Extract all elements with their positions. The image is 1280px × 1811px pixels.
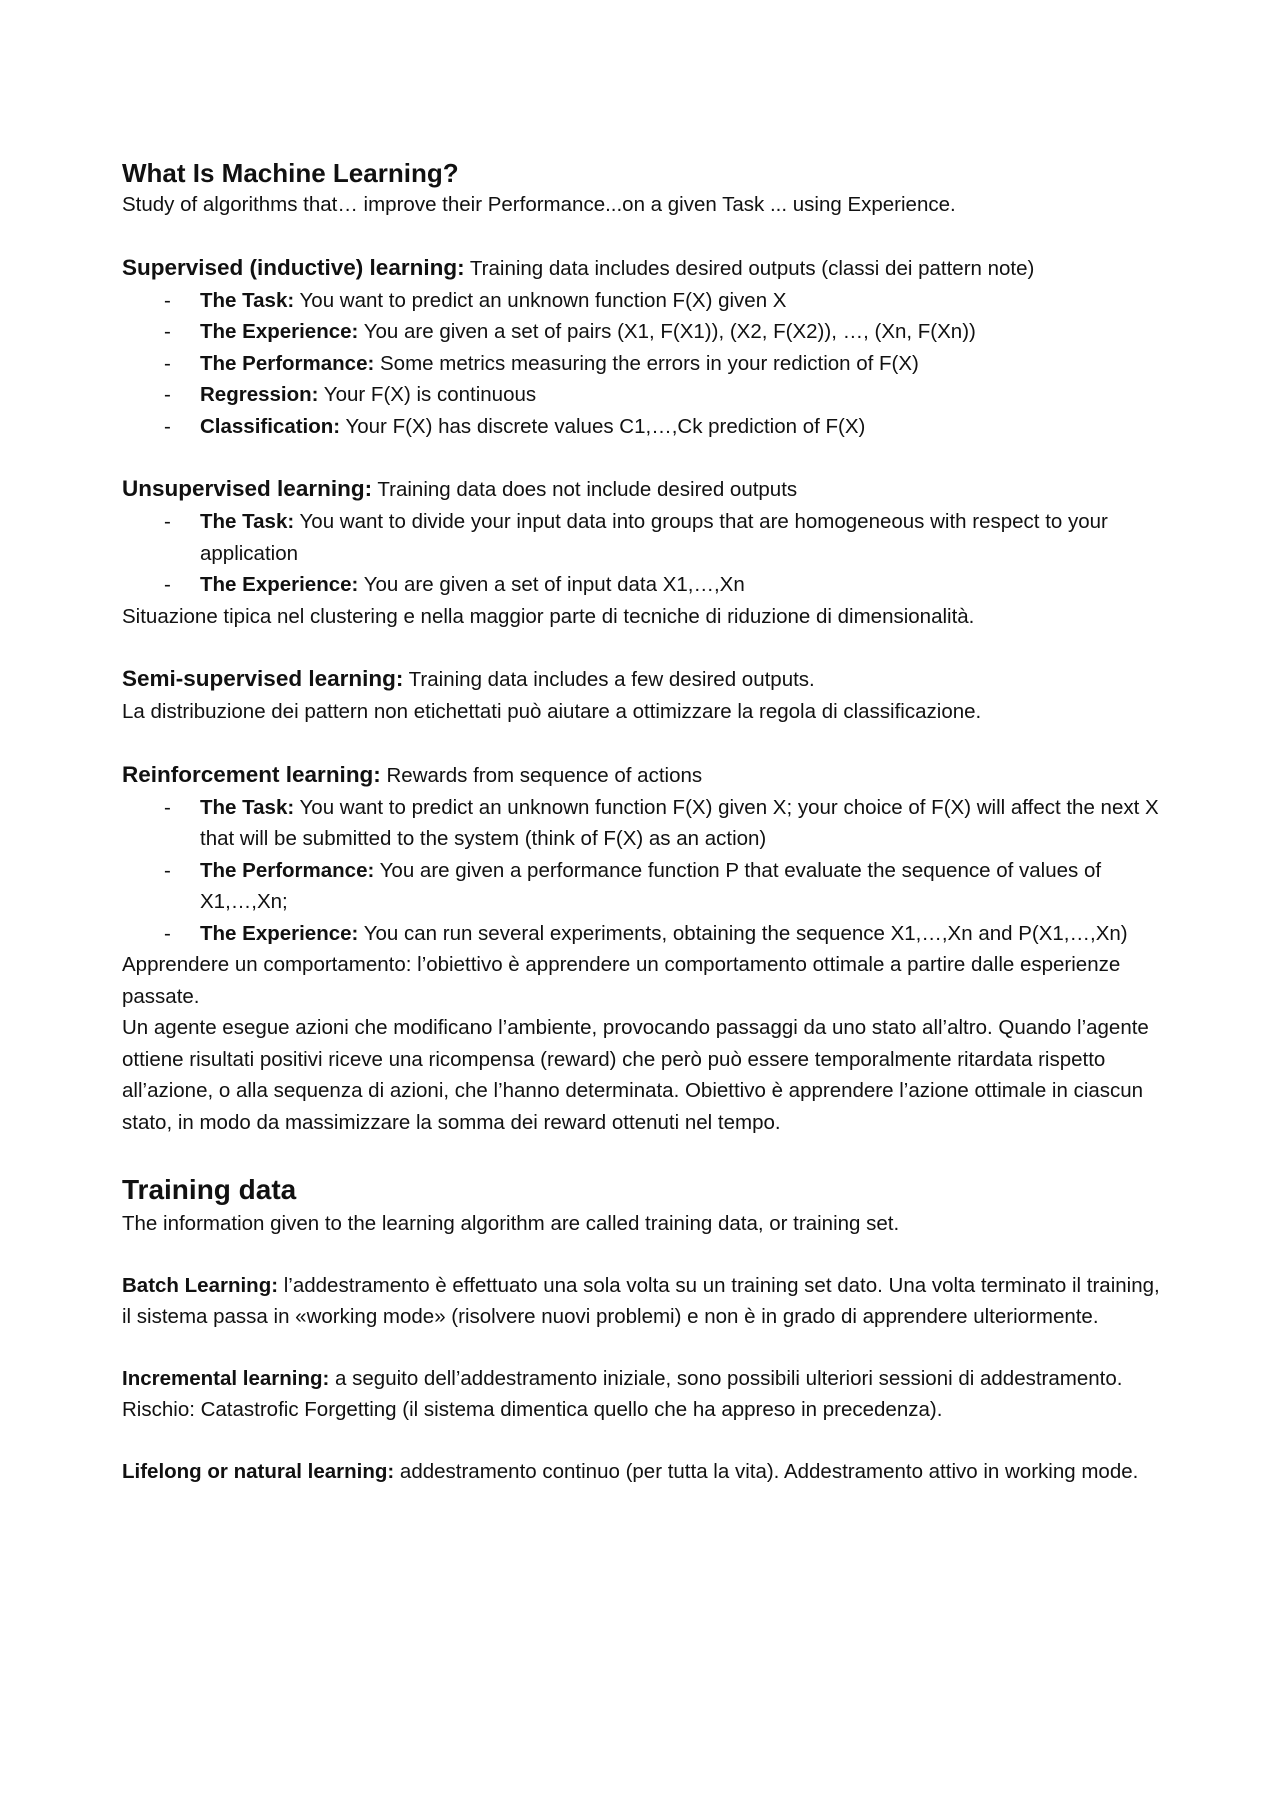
page-title: What Is Machine Learning? <box>122 158 459 188</box>
list-item: - The Task: You want to divide your input data into groups that are homogeneous with respect to your application <box>164 510 1108 565</box>
semisupervised-section <box>122 662 1172 696</box>
supervised-section <box>122 251 1172 285</box>
list-item: - The Task: You want to predict an unknown function F(X) given X; your choice of F(X) will affect the next X that will be submitted to the system (think of F(X) as an action) <box>164 795 1159 851</box>
batch-learning-paragraph: Batch Learning: l’addestramento è effettuato una sola volta su un training set dato. Una volta terminato il training, il sistema passa in «working mode» (risolvere nuovi problemi) e non è in grado di apprendere ulteriormente. <box>122 1273 1160 1329</box>
unsupervised-section <box>122 472 1172 506</box>
list-item: - The Experience: You can run several experiments, obtaining the sequence X1,…,Xn and P(X1,…,Xn) <box>164 921 1128 945</box>
list-item: - Regression: Your F(X) is continuous <box>164 383 537 407</box>
reinforcement-desc: Rewards from sequence of actions <box>380 763 703 787</box>
reinforcement-note-1: Apprendere un comportamento: l’obiettivo è apprendere un comportamento ottimale a partire dalle esperienze passate. <box>122 953 1121 1008</box>
supervised-desc: Training data includes desired outputs (classi dei pattern note) <box>464 256 1035 280</box>
unsupervised-heading: Unsupervised learning: <box>122 476 373 502</box>
list-item: - The Performance: Some metrics measuring the errors in your rediction of F(X) <box>164 351 919 375</box>
document-page <box>122 158 1172 1487</box>
list-item: - The Task: You want to predict an unknown function F(X) given X <box>164 288 787 312</box>
supervised-heading: Supervised (inductive) learning: <box>122 254 465 280</box>
reinforcement-list <box>122 792 1172 950</box>
intro-text: Study of algorithms that… improve their Performance...on a given Task ... using Experience. <box>122 193 956 217</box>
unsupervised-desc: Training data does not include desired outputs <box>372 478 798 502</box>
training-heading: Training data <box>122 1174 297 1206</box>
reinforcement-heading: Reinforcement learning: <box>122 761 381 787</box>
incremental-learning-paragraph: Incremental learning: a seguito dell’addestramento iniziale, sono possibili ulteriori sessioni di addestramento. Rischio: Catastrofic Forgetting (il sistema dimentica quello che ha appreso in precedenza). <box>122 1366 1123 1422</box>
list-item: - The Performance: You are given a performance function P that evaluate the sequence of values of X1,…,Xn; <box>164 858 1102 914</box>
unsupervised-list <box>122 506 1172 601</box>
supervised-list <box>122 285 1172 443</box>
reinforcement-note-2: Un agente esegue azioni che modificano l’ambiente, provocando passaggi da uno stato all’altro. Quando l’agente ottiene risultati positivi riceve una ricompensa (reward) che però può essere temporalmente ritardata rispetto all’azione, o alla sequenza di azioni, che l’hanno determinata. Obiettivo è apprendere l’azione ottimale in ciascun stato, in modo da massimizzare la somma dei reward ottenuti nel tempo. <box>122 1016 1149 1134</box>
semisupervised-desc: Training data includes a few desired outputs. <box>403 668 815 692</box>
semisupervised-heading: Semi-supervised learning: <box>122 666 404 692</box>
unsupervised-note: Situazione tipica nel clustering e nella maggior parte di tecniche di riduzione di dimensionalità. <box>122 604 975 628</box>
training-intro: The information given to the learning algorithm are called training data, or training set. <box>122 1212 900 1236</box>
semisupervised-note: La distribuzione dei pattern non etichettati può aiutare a ottimizzare la regola di classificazione. <box>122 700 982 724</box>
list-item: - The Experience: You are given a set of pairs (X1, F(X1)), (X2, F(X2)), …, (Xn, F(Xn)) <box>164 320 976 344</box>
list-item: - Classification: Your F(X) has discrete values C1,…,Ck prediction of F(X) <box>164 414 866 438</box>
list-item: - The Experience: You are given a set of input data X1,…,Xn <box>164 573 745 597</box>
reinforcement-section <box>122 758 1172 792</box>
lifelong-learning-paragraph: Lifelong or natural learning: addestramento continuo (per tutta la vita). Addestramento attivo in working mode. <box>122 1459 1139 1483</box>
